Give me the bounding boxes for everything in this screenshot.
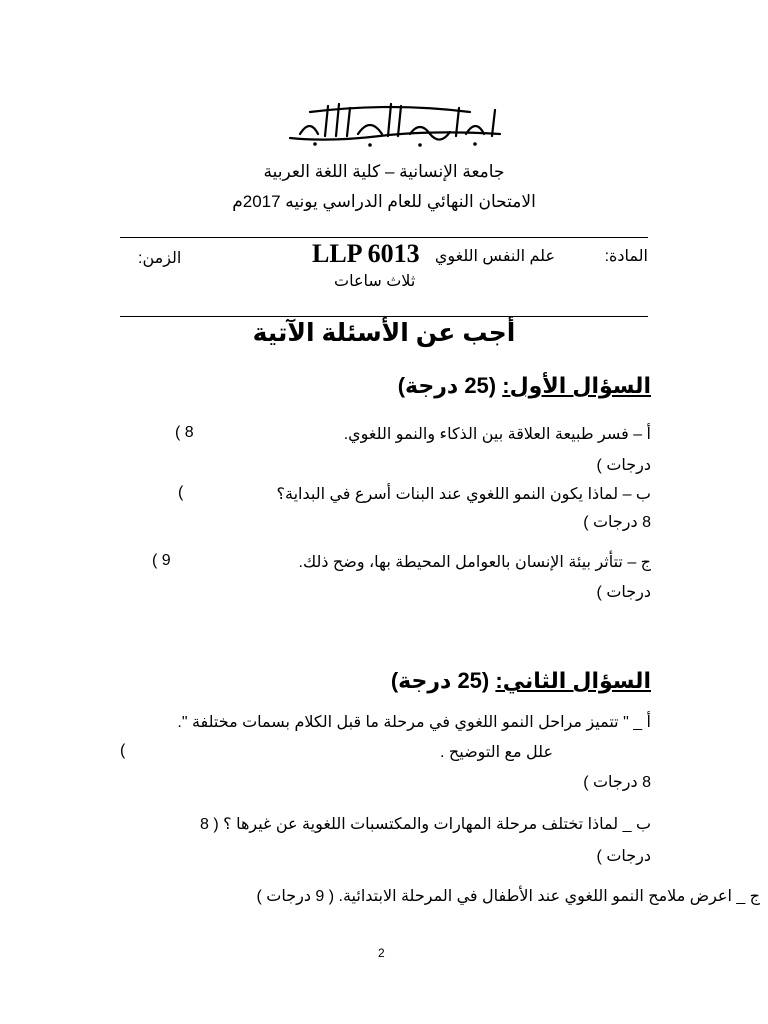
question-1b-text: ب – لماذا يكون النمو اللغوي عند البنات أسرع في البداية؟ — [276, 486, 651, 503]
question-2a-text-2: علل مع التوضيح . — [440, 744, 553, 761]
question-1a-marks-open: ( 8 — [175, 424, 194, 441]
question-2c-text: ج _ اعرض ملامح النمو اللغوي عند الأطفال في المرحلة الابتدائية. ( 9 درجات ) — [256, 888, 760, 905]
question-1c-text: ج – تتأثر بيئة الإنسان بالعوامل المحيطة بها، وضح ذلك. — [298, 554, 651, 571]
divider-line — [120, 316, 648, 317]
page-number: 2 — [378, 946, 385, 960]
question-2a-marks-open: ( — [120, 742, 126, 759]
time-label: الزمن: — [138, 250, 182, 267]
question-2-label: السؤال الثاني: — [495, 668, 651, 693]
question-1c-marks-close: درجات ) — [596, 584, 651, 601]
basmala-calligraphy-image — [270, 98, 520, 150]
exam-title: الامتحان النهائي للعام الدراسي يونيه 2017م — [232, 192, 536, 211]
question-1-marks: (25 درجة) — [397, 373, 497, 398]
question-1-label: السؤال الأول: — [502, 373, 651, 398]
question-1b-marks-open: ( — [178, 484, 184, 501]
time-value: ثلاث ساعات — [334, 273, 416, 290]
subject-name: علم النفس اللغوي — [434, 248, 555, 265]
instruction-heading: أجب عن الأسئلة الآتية — [252, 319, 516, 347]
question-1a-marks-close: درجات ) — [596, 457, 651, 474]
question-1b-marks-close: 8 درجات ) — [583, 514, 651, 531]
question-1-title — [398, 373, 651, 399]
question-1c-marks-open: ( 9 — [152, 552, 171, 569]
basmala-calligraphy — [270, 98, 520, 150]
question-2b-text: ب _ لماذا تختلف مرحلة المهارات والمكتسبات اللغوية عن غيرها ؟ ( 8 — [200, 816, 651, 833]
question-2a-text: أ _ " تتميز مراحل النمو اللغوي في مرحلة ما قبل الكلام بسمات مختلفة ". — [177, 714, 651, 731]
question-1a-text: أ – فسر طبيعة العلاقة بين الذكاء والنمو اللغوي. — [343, 426, 651, 443]
question-2a-marks-close: 8 درجات ) — [583, 774, 651, 791]
question-2-title — [391, 668, 651, 694]
question-2b-marks-close: درجات ) — [596, 848, 651, 865]
divider-line — [120, 237, 648, 238]
question-2-marks: (25 درجة) — [390, 668, 490, 693]
subject-label: المادة: — [604, 248, 648, 265]
course-code: LLP 6013 — [312, 239, 420, 268]
university-name: جامعة الإنسانية – كلية اللغة العربية — [263, 162, 505, 181]
